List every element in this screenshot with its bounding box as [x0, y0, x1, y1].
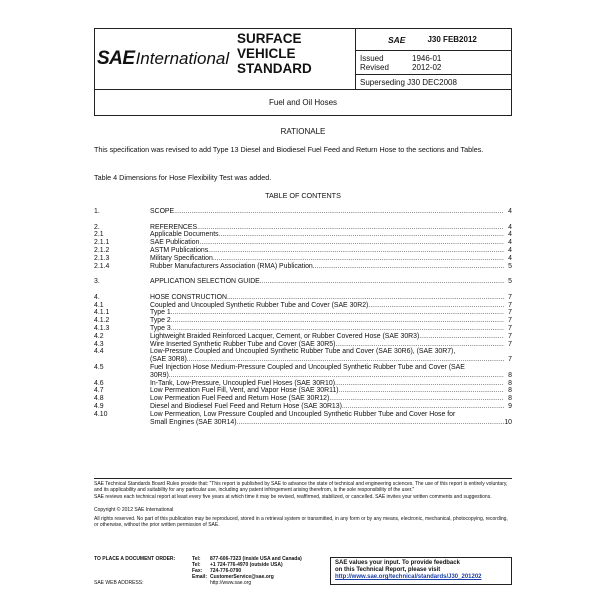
- toc-entry-title: Type 2: [150, 317, 171, 325]
- logo-sae-mark: SAE: [97, 48, 135, 69]
- meta-sae-mark: SAE: [388, 34, 406, 45]
- toc-entry-page: 4: [508, 254, 512, 262]
- toc-entry-title: HOSE CONSTRUCTION: [150, 293, 227, 301]
- toc-entry-title: Low Permeation Fuel Fill, Vent, and Vapor Hose (SAE 30R11): [150, 387, 339, 395]
- footer-divider: [94, 478, 512, 479]
- toc-leader-dots: [171, 317, 504, 325]
- toc-entry[interactable]: [94, 348, 512, 364]
- rationale-paragraph-2: Table 4 Dimensions for Hose Flexibility Test was added.: [94, 173, 272, 182]
- toc-entry-page: 8: [508, 371, 512, 379]
- standards-board-rules: SAE Technical Standards Board Rules provide that: "This report is published by SAE to advance the state of technical and engineering sciences. The use of this report is entirely voluntary, and its applicability and suitability for any particular use, including any patent infringement arising therefrom, is the sole responsibility of the user.": [94, 481, 508, 493]
- toc-entry-title: Rubber Manufacturers Association (RMA) Publication: [150, 262, 313, 270]
- toc-entry-number: 4.2: [94, 332, 104, 340]
- fax-label: Fax:: [192, 568, 203, 574]
- rationale-paragraph-1: This specification was revised to add Type 13 Diesel and Biodiesel Fuel Feed and Return Hose to the sections and Tables.: [94, 145, 484, 154]
- toc-entry-title: Applicable Documents: [150, 231, 219, 239]
- toc-leader-dots: [208, 247, 504, 255]
- toc-entry-title: Military Specification: [150, 254, 213, 262]
- doc-number: J30 FEB2012: [427, 35, 477, 44]
- superseding-note: Superseding J30 DEC2008: [356, 74, 511, 87]
- toc-entry-number: 2.1.2: [94, 246, 110, 254]
- title-line-3: STANDARD: [237, 61, 312, 76]
- toc-entry-number: 4.7: [94, 387, 104, 395]
- toc-leader-dots: [342, 403, 504, 411]
- toc-entry-title: Type 1: [150, 309, 171, 317]
- toc-entry[interactable]: [94, 325, 512, 333]
- toc-entry[interactable]: [94, 411, 512, 427]
- issued-row: [356, 54, 511, 63]
- toc-entry-number: 2.1.3: [94, 254, 110, 262]
- toc-entry[interactable]: [94, 395, 512, 403]
- document-header: [94, 28, 512, 90]
- toc-entry-page: 7: [508, 340, 512, 348]
- toc-entry[interactable]: [94, 309, 512, 317]
- toc-entry-page: 5: [508, 262, 512, 270]
- toc-entry[interactable]: [94, 231, 512, 239]
- toc-entry-page: 8: [508, 395, 512, 403]
- toc-entry[interactable]: [94, 380, 512, 388]
- document-subject: Fuel and Oil Hoses: [94, 90, 512, 116]
- toc-entry-number: 4.: [94, 293, 100, 301]
- toc-leader-dots: [174, 208, 504, 216]
- revised-label: Revised: [360, 63, 389, 72]
- toc-entry-page: 10: [504, 418, 512, 426]
- toc-leader-dots: [335, 341, 504, 349]
- review-notice: SAE reviews each technical report at least every five years at which time it may be revised, reaffirmed, stabilized, or cancelled. SAE invites your written comments and suggestions.: [94, 494, 492, 500]
- toc-leader-dots: [339, 387, 504, 395]
- toc-entry-title: REFERENCES: [150, 223, 198, 231]
- sae-logo: [95, 29, 233, 89]
- toc-entry-page: 7: [508, 332, 512, 340]
- document-meta: [355, 29, 511, 89]
- toc-entry-number: 4.4: [94, 348, 104, 356]
- toc-entry[interactable]: [94, 333, 512, 341]
- toc-entry[interactable]: [94, 294, 512, 302]
- toc-entry-page: 7: [508, 324, 512, 332]
- doc-id-row: [356, 29, 511, 51]
- toc-leader-dots: [169, 372, 504, 380]
- revised-row: [356, 63, 511, 72]
- toc-entry-page: 4: [508, 223, 512, 231]
- toc-entry-number: 4.6: [94, 379, 104, 387]
- toc-entry-title-cont: 30R9): [150, 371, 169, 379]
- toc-entry-number: 4.3: [94, 340, 104, 348]
- toc-entry[interactable]: [94, 403, 512, 411]
- issued-value: 1946-01: [412, 54, 442, 63]
- toc-entry-number: 4.1.1: [94, 309, 110, 317]
- issued-label: Issued: [360, 54, 384, 63]
- toc-entry-page: 4: [508, 246, 512, 254]
- toc-leader-dots: [219, 231, 504, 239]
- order-info-labels: [94, 556, 175, 586]
- logo-international-text: International: [135, 49, 230, 68]
- table-of-contents: [94, 208, 512, 426]
- toc-leader-dots: [187, 356, 504, 364]
- feedback-line-2: on this Technical Report, please visit: [335, 567, 441, 573]
- toc-entry[interactable]: [94, 239, 512, 247]
- toc-entry-page: 8: [508, 379, 512, 387]
- toc-leader-dots: [260, 278, 504, 286]
- toc-entry-title: Lightweight Braided Reinforced Lacquer, Cement, or Rubber Covered Hose (SAE 30R3): [150, 332, 420, 340]
- toc-entry-number: 4.1: [94, 301, 104, 309]
- toc-leader-dots: [237, 419, 504, 427]
- toc-entry[interactable]: [94, 387, 512, 395]
- toc-entry-title-cont: (SAE 30R8): [150, 356, 187, 364]
- toc-entry-number: 3.: [94, 278, 100, 286]
- tel-label: Tel:: [192, 556, 201, 562]
- tel-value: 877-606-7323 (inside USA and Canada): [210, 556, 302, 562]
- toc-entry-title: Low Permeation, Low Pressure Coupled and Uncoupled Synthetic Rubber Tube and Cover Hose for: [150, 410, 456, 418]
- toc-entry-number: 4.10: [94, 410, 108, 418]
- toc-entry-title: Wire Inserted Synthetic Rubber Tube and Cover (SAE 30R5): [150, 340, 336, 348]
- toc-entry-title: Type 3: [150, 324, 171, 332]
- toc-entry-number: 2.1.4: [94, 262, 110, 270]
- web-address-label: SAE WEB ADDRESS:: [94, 580, 144, 586]
- toc-entry[interactable]: [94, 341, 512, 349]
- feedback-link[interactable]: http://www.sae.org/technical/standards/J30_201202: [335, 574, 482, 580]
- toc-entry[interactable]: [94, 317, 512, 325]
- toc-entry[interactable]: [94, 263, 512, 271]
- toc-entry[interactable]: [94, 247, 512, 255]
- order-contact-details: [192, 556, 302, 586]
- toc-leader-dots: [199, 239, 504, 247]
- copyright-notice: Copyright © 2012 SAE International: [94, 507, 174, 513]
- toc-entry-title: APPLICATION SELECTION GUIDE: [150, 278, 260, 286]
- toc-leader-dots: [171, 309, 504, 317]
- toc-entry[interactable]: [94, 224, 512, 232]
- fax-value: 724-776-0790: [210, 568, 242, 574]
- toc-entry-number: 2.: [94, 223, 100, 231]
- order-label: TO PLACE A DOCUMENT ORDER:: [94, 556, 176, 562]
- feedback-box: [330, 557, 512, 585]
- email-value[interactable]: CustomerService@sae.org: [210, 574, 274, 580]
- toc-entry-title: Coupled and Uncoupled Synthetic Rubber Tube and Cover (SAE 30R2): [150, 301, 369, 309]
- email-label: Email:: [192, 574, 208, 580]
- toc-entry[interactable]: [94, 278, 512, 286]
- toc-entry[interactable]: [94, 208, 512, 216]
- web-address-value[interactable]: http://www.sae.org: [210, 580, 252, 586]
- toc-entry[interactable]: [94, 302, 512, 310]
- document-type-title: [233, 29, 355, 89]
- title-line-2: VEHICLE: [237, 46, 296, 61]
- toc-entry-page: 4: [508, 239, 512, 247]
- toc-entry-number: 4.8: [94, 395, 104, 403]
- toc-heading: TABLE OF CONTENTS: [265, 191, 341, 200]
- rights-notice: All rights reserved. No part of this publication may be reproduced, stored in a retrieval system or transmitted, in any form or by any means, electronic, mechanical, photocopying, recording, or otherwise, without the prior written permission of SAE.: [94, 516, 508, 528]
- toc-leader-dots: [171, 325, 504, 333]
- tel2-value: +1 724-776-4970 (outside USA): [210, 562, 283, 568]
- toc-entry-page: 4: [508, 231, 512, 239]
- toc-entry[interactable]: [94, 255, 512, 263]
- toc-entry[interactable]: [94, 364, 512, 380]
- toc-leader-dots: [227, 294, 504, 302]
- toc-leader-dots: [329, 395, 504, 403]
- feedback-line-1: SAE values your input. To provide feedback: [335, 560, 460, 566]
- toc-entry-page: 5: [508, 278, 512, 286]
- toc-entry-page: 7: [508, 293, 512, 301]
- toc-entry-number: 1.: [94, 208, 100, 215]
- toc-leader-dots: [335, 380, 504, 388]
- toc-entry-title: In-Tank, Low-Pressure, Uncoupled Fuel Hoses (SAE 30R10): [150, 379, 335, 387]
- toc-entry-page: 7: [508, 356, 512, 364]
- toc-entry-page: 7: [508, 301, 512, 309]
- tel2-label: Tel:: [192, 562, 201, 568]
- toc-entry-page: 4: [508, 208, 512, 215]
- toc-entry-number: 2.1.1: [94, 239, 110, 247]
- toc-entry-number: 4.1.2: [94, 317, 110, 325]
- toc-entry-title: SCOPE: [150, 208, 175, 215]
- toc-entry-page: 7: [508, 317, 512, 325]
- title-line-1: SURFACE: [237, 31, 302, 46]
- revised-value: 2012-02: [412, 63, 442, 72]
- toc-entry-number: 4.9: [94, 402, 104, 410]
- toc-entry-title: Diesel and Biodiesel Fuel Feed and Return Hose (SAE 30R13): [150, 402, 342, 410]
- toc-entry-title: Fuel Injection Hose Medium-Pressure Coupled and Uncoupled Synthetic Rubber Tube and Cover (SAE: [150, 363, 465, 371]
- toc-entry-title: SAE Publication: [150, 239, 200, 247]
- dates-block: [356, 51, 511, 72]
- toc-entry-number: 4.5: [94, 363, 104, 371]
- toc-leader-dots: [197, 224, 504, 232]
- toc-entry-title-cont: Small Engines (SAE 30R14): [150, 418, 237, 426]
- toc-entry-number: 2.1: [94, 231, 104, 239]
- toc-leader-dots: [419, 333, 504, 341]
- rationale-heading: RATIONALE: [280, 127, 326, 136]
- toc-entry-title: Low-Pressure Coupled and Uncoupled Synthetic Rubber Tube and Cover (SAE 30R6), (SAE 30R7),: [150, 348, 456, 356]
- toc-entry-page: 9: [508, 402, 512, 410]
- toc-entry-number: 4.1.3: [94, 324, 110, 332]
- toc-entry-page: 8: [508, 387, 512, 395]
- toc-leader-dots: [313, 263, 504, 271]
- toc-leader-dots: [213, 255, 504, 263]
- toc-leader-dots: [368, 302, 504, 310]
- toc-entry-page: 7: [508, 309, 512, 317]
- toc-entry-title: Low Permeation Fuel Feed and Return Hose (SAE 30R12): [150, 395, 330, 403]
- toc-entry-title: ASTM Publications: [150, 246, 209, 254]
